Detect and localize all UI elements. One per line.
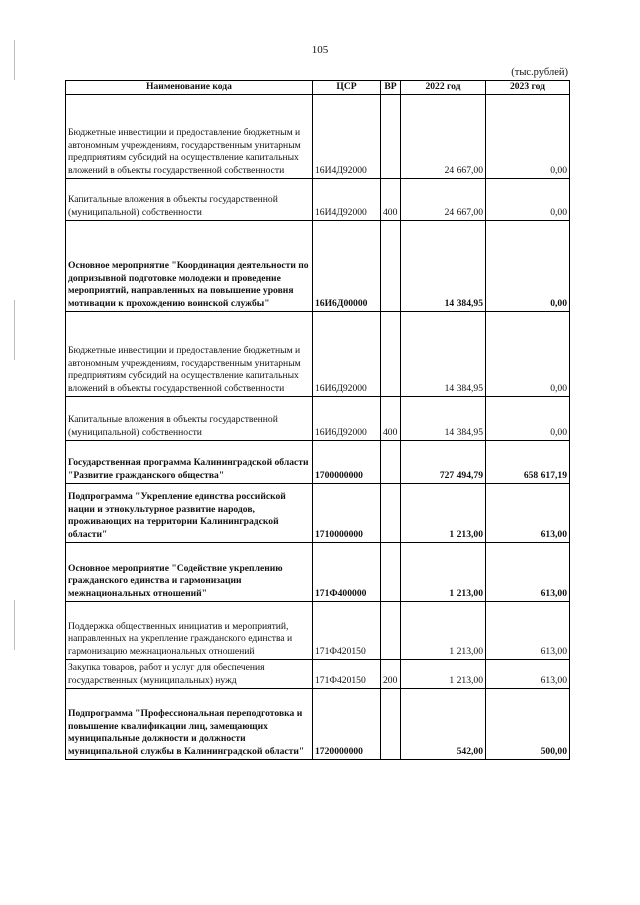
row-vr	[381, 688, 401, 759]
row-name: Основное мероприятие "Координация деятельности по допризывной подготовке молодежи и проведение мероприятий, направленных на повышение уровня мотивации к прохождению воинской службы"	[66, 220, 313, 311]
column-header-vr: ВР	[381, 81, 401, 95]
row-2023: 0,00	[486, 178, 570, 220]
row-2023: 613,00	[486, 542, 570, 601]
table-row	[66, 94, 570, 178]
row-csr: 171Ф420150	[313, 601, 381, 659]
column-header-2023: 2023 год	[486, 81, 570, 95]
row-vr	[381, 483, 401, 542]
scan-edge-mark	[14, 300, 15, 360]
row-2022: 1 213,00	[401, 601, 486, 659]
row-csr: 16И4Д92000	[313, 178, 381, 220]
row-name: Капитальные вложения в объекты государственной (муниципальной) собственности	[66, 396, 313, 440]
row-csr: 16И6Д92000	[313, 311, 381, 396]
table-row	[66, 220, 570, 311]
row-vr	[381, 542, 401, 601]
row-name: Основное мероприятие "Содействие укреплению гражданского единства и гармонизации межнациональных отношений"	[66, 542, 313, 601]
row-csr: 171Ф400000	[313, 542, 381, 601]
table-row	[66, 311, 570, 396]
row-name: Бюджетные инвестиции и предоставление бюджетным и автономным учреждениям, государственным унитарным предприятиям субсидий на осуществление капитальных вложений в объекты государственной собственности	[66, 311, 313, 396]
table-row	[66, 178, 570, 220]
row-2022: 14 384,95	[401, 396, 486, 440]
row-vr: 400	[381, 396, 401, 440]
row-2023: 0,00	[486, 311, 570, 396]
row-2023: 0,00	[486, 220, 570, 311]
row-name: Капитальные вложения в объекты государственной (муниципальной) собственности	[66, 178, 313, 220]
row-2023: 658 617,19	[486, 440, 570, 483]
row-vr: 200	[381, 659, 401, 688]
scan-edge-mark	[14, 600, 15, 650]
row-2023: 613,00	[486, 659, 570, 688]
table-row	[66, 483, 570, 542]
row-vr	[381, 94, 401, 178]
row-csr: 16И6Д00000	[313, 220, 381, 311]
column-header-2022: 2022 год	[401, 81, 486, 95]
row-name: Государственная программа Калининградской области "Развитие гражданского общества"	[66, 440, 313, 483]
row-vr	[381, 440, 401, 483]
row-name: Подпрограмма "Профессиональная переподготовка и повышение квалификации лиц, замещающих муниципальные должности и должности муниципальной службы в Калининградской области"	[66, 688, 313, 759]
row-2022: 1 213,00	[401, 659, 486, 688]
row-2023: 0,00	[486, 396, 570, 440]
row-2022: 542,00	[401, 688, 486, 759]
row-2022: 24 667,00	[401, 94, 486, 178]
row-vr	[381, 311, 401, 396]
row-vr	[381, 601, 401, 659]
table-row	[66, 396, 570, 440]
row-vr: 400	[381, 178, 401, 220]
row-csr: 1710000000	[313, 483, 381, 542]
row-name: Бюджетные инвестиции и предоставление бюджетным и автономным учреждениям, государственным унитарным предприятиям субсидий на осуществление капитальных вложений в объекты государственной собственности	[66, 94, 313, 178]
table-row	[66, 659, 570, 688]
column-header-csr: ЦСР	[313, 81, 381, 95]
row-2022: 24 667,00	[401, 178, 486, 220]
row-name: Подпрограмма "Укрепление единства российской нации и этнокультурное развитие народов, проживающих на территории Калининградской области"	[66, 483, 313, 542]
row-csr: 171Ф420150	[313, 659, 381, 688]
row-2022: 1 213,00	[401, 542, 486, 601]
table-row	[66, 688, 570, 759]
budget-table	[65, 80, 570, 760]
row-csr: 1720000000	[313, 688, 381, 759]
table-row	[66, 601, 570, 659]
row-vr	[381, 220, 401, 311]
row-2023: 613,00	[486, 601, 570, 659]
column-header-name: Наименование кода	[66, 81, 313, 95]
row-2022: 14 384,95	[401, 220, 486, 311]
row-2023: 500,00	[486, 688, 570, 759]
row-csr: 1700000000	[313, 440, 381, 483]
row-name: Поддержка общественных инициатив и мероприятий, направленных на укрепление гражданского единства и гармонизацию межнациональных отношений	[66, 601, 313, 659]
table-row	[66, 440, 570, 483]
table-header-row	[66, 81, 570, 95]
row-2023: 0,00	[486, 94, 570, 178]
row-2022: 14 384,95	[401, 311, 486, 396]
row-2022: 727 494,79	[401, 440, 486, 483]
row-2023: 613,00	[486, 483, 570, 542]
row-csr: 16И4Д92000	[313, 94, 381, 178]
row-2022: 1 213,00	[401, 483, 486, 542]
page-number: 105	[311, 44, 329, 56]
units-label: (тыс.рублей)	[511, 67, 568, 78]
row-name: Закупка товаров, работ и услуг для обеспечения государственных (муниципальных) нужд	[66, 659, 313, 688]
row-csr: 16И6Д92000	[313, 396, 381, 440]
table-row	[66, 542, 570, 601]
